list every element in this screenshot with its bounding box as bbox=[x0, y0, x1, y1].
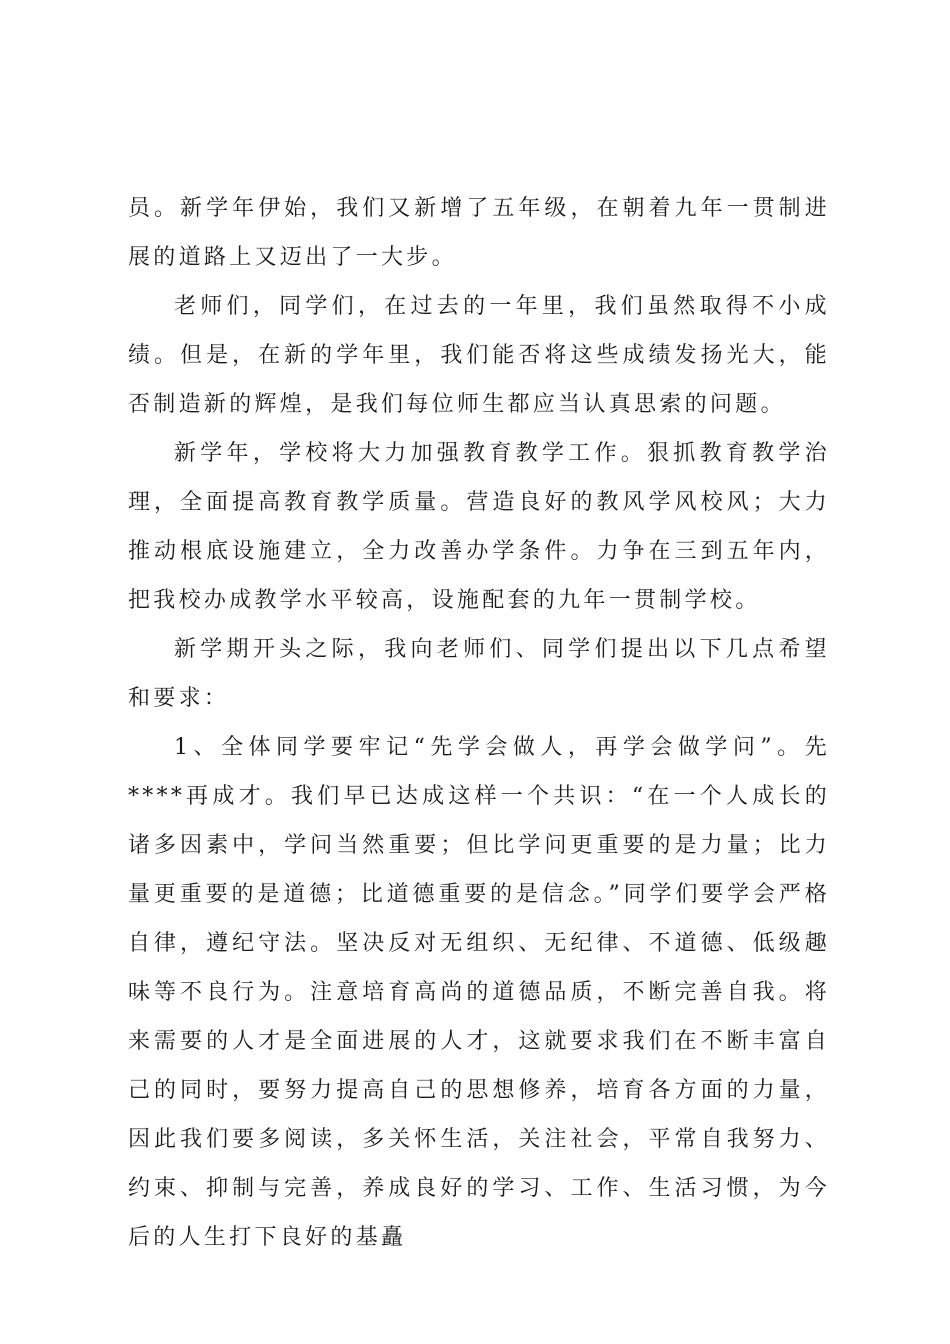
paragraph-1: 员。新学年伊始，我们又新增了五年级，在朝着九年一贯制进展的道路上又迈出了一大步。 bbox=[128, 196, 830, 270]
paragraph-3: 新学年，学校将大力加强教育教学工作。狠抓教育教学治理，全面提高教育教学质量。营造良好的教风学风校风；大力推动根底设施建立，全力改善办学条件。力争在三到五年内，把我校办成教学水平较高，设施配套的九年一贯制学校。 bbox=[128, 441, 830, 613]
paragraph-2: 老师们，同学们，在过去的一年里，我们虽然取得不小成绩。但是，在新的学年里，我们能否将这些成绩发扬光大，能否制造新的辉煌，是我们每位师生都应当认真思索的问题。 bbox=[128, 294, 830, 417]
paragraph-5: 1、全体同学要牢记“先学会做人，再学会做学问”。先****再成才。我们早已达成这样一个共识：“在一个人成长的诸多因素中，学问当然重要；但比学问更重要的是力量；比力量更重要的是道德；比道德重要的是信念。”同学们要学会严格自律，遵纪守法。坚决反对无组织、无纪律、不道德、低级趣味等不良行为。注意培育高尚的道德品质，不断完善自我。将来需要的人才是全面进展的人才，这就要求我们在不断丰富自己的同时，要努力提高自己的思想修养，培育各方面的力量，因此我们要多阅读，多关怀生活，关注社会，平常自我努力、约束、抑制与完善，养成良好的学习、工作、生活习惯，为今后的人生打下良好的基矗 bbox=[128, 735, 830, 1250]
document-body bbox=[128, 184, 830, 1262]
paragraph-4: 新学期开头之际，我向老师们、同学们提出以下几点希望和要求： bbox=[128, 637, 830, 711]
